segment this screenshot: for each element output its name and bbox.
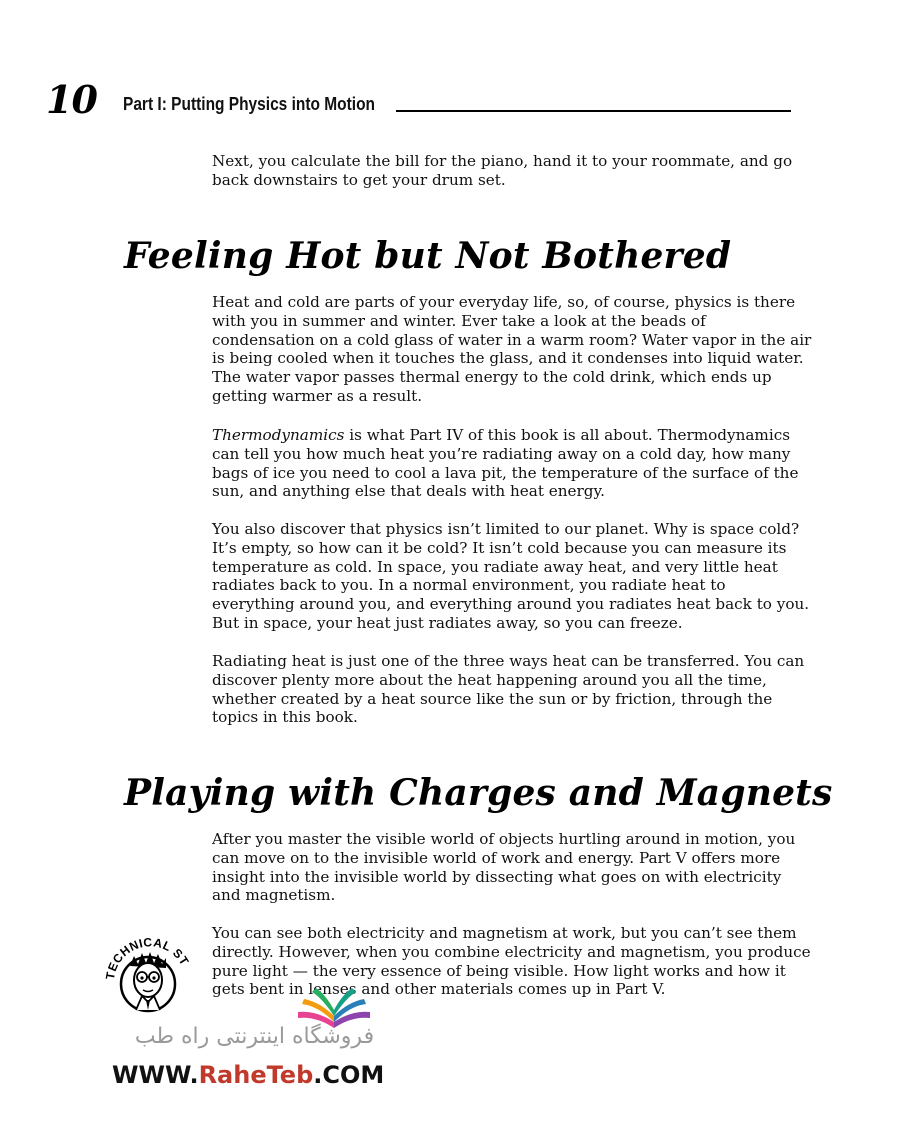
watermark-url-brand: RaheTeb <box>198 1061 314 1089</box>
intro-paragraph: Next, you calculate the bill for the piano, hand it to your roommate, and go back downstairs to get your drum set. <box>212 152 793 189</box>
paragraph-radiating-heat: Radiating heat is just one of the three ways heat can be transferred. You can discover plenty more about the heat happening around you all the time, whether created by a heat source like the sun or by friction, through the topics in this book. <box>212 652 805 727</box>
paragraph-thermodynamics-text: is what Part IV of this book is all about. Thermodynamics can tell you how much heat you’re radiating away on a cold day, how many bags of ice you need to cool a lava pit, the temperature of the surface of the sun, and anything else that deals with heat energy. <box>212 426 799 501</box>
running-head <box>123 91 791 115</box>
watermark-url <box>112 1060 384 1090</box>
running-head-title: Part I: Putting Physics into Motion <box>123 94 375 114</box>
paragraph-heat-1: Heat and cold are parts of your everyday life, so, of course, physics is there with you in summer and winter. Ever take a look at the beads of condensation on a cold glass of water in a warm room? Water vapor in the air is being cooled when it touches the glass, and it condenses into liquid water. The water vapor passes thermal energy to the cold drink, which ends up getting warmer as a result. <box>212 293 812 405</box>
running-head-rule <box>396 110 791 112</box>
watermark-url-suffix: .COM <box>313 1061 385 1089</box>
watermark <box>112 1022 397 1092</box>
term-thermodynamics: Thermodynamics <box>212 426 345 444</box>
paragraph-charges-2: You can see both electricity and magnetism at work, but you can’t see them directly. However, when you combine electricity and magnetism, you produce pure light — the very essence of being visible. How light works and how it gets bent in lenses and other materials comes up in Part V. <box>212 924 811 999</box>
watermark-persian-text: فروشگاه اینترنتی راه طب <box>134 1024 375 1049</box>
page-number: 10 <box>46 77 97 122</box>
technical-stuff-icon-label: TECHNICAL ST <box>102 935 192 981</box>
technical-stuff-icon-graphic <box>100 922 196 1018</box>
section-heading-heat: Feeling Hot but Not Bothered <box>124 235 732 277</box>
paragraph-space-cold: You also discover that physics isn’t limited to our planet. Why is space cold? It’s empty, so how can it be cold? It isn’t cold because you can measure its temperature as cold. In space, you radiate away heat, and very little heat radiates back to you. In a normal environment, you radiate heat to everything around you, and everything around you radiates heat back to you. But in space, your heat just radiates away, so you can freeze. <box>212 520 810 632</box>
paragraph-thermodynamics <box>212 426 812 501</box>
watermark-url-prefix: WWW. <box>112 1061 199 1089</box>
section-heading-charges: Playing with Charges and Magnets <box>124 772 833 814</box>
technical-stuff-icon <box>100 922 196 1018</box>
paragraph-charges-1: After you master the visible world of objects hurtling around in motion, you can move on to the invisible world of work and energy. Part V offers more insight into the invisible world by dissecting what goes on with electricity and magnetism. <box>212 830 796 905</box>
